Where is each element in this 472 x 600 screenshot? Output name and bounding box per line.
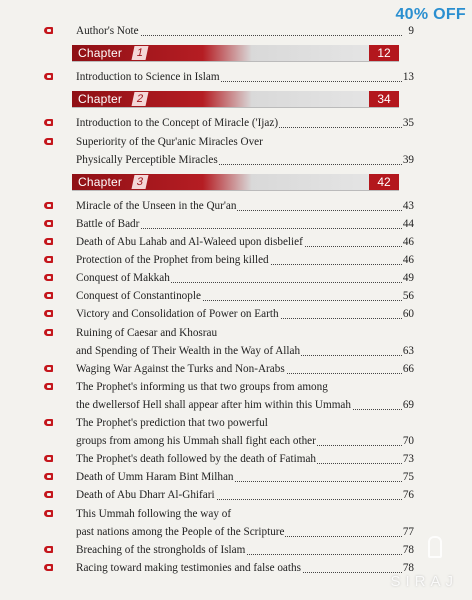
toc-entry-line [76, 197, 402, 215]
bullet-icon [44, 564, 53, 571]
toc-entry-title: past nations among the People of the Scripture [76, 525, 285, 538]
toc-entry[interactable] [0, 22, 472, 40]
toc-entry[interactable] [0, 251, 472, 269]
toc-entry[interactable] [0, 151, 472, 169]
toc-entry[interactable] [0, 233, 472, 251]
toc-page-number: 56 [402, 290, 414, 303]
bullet-icon [44, 202, 53, 209]
toc-entry-title: Ruining of Caesar and Khosrau [76, 326, 218, 339]
toc-entry-title: Introduction to Science in Islam [76, 71, 220, 84]
bullet-icon [44, 491, 53, 498]
toc-entry-line [76, 305, 402, 323]
toc-page-number: 13 [402, 71, 414, 84]
watermark-logo-icon [428, 536, 442, 558]
toc-entry-title: Conquest of Makkah [76, 272, 170, 285]
discount-badge: 40% OFF [395, 6, 466, 23]
toc-entry-title: and Spending of Their Wealth in the Way of Allah [76, 344, 301, 357]
toc-entry[interactable] [0, 215, 472, 233]
bullet-icon [44, 292, 53, 299]
toc-entry-title: Miracle of the Unseen in the Qur'an [76, 199, 237, 212]
toc-page-number: 44 [402, 217, 414, 230]
toc-entry[interactable] [0, 450, 472, 468]
toc-entry[interactable] [0, 414, 472, 432]
toc-page-number: 63 [402, 344, 414, 357]
toc-entry-line [76, 251, 402, 269]
chapter-header [72, 174, 399, 190]
toc-entry[interactable] [0, 360, 472, 378]
toc-entry-title: groups from among his Ummah shall fight each other [76, 435, 316, 448]
chapter-number: 1 [132, 46, 149, 60]
toc-page-number: 73 [402, 453, 414, 466]
watermark: SIRAJ [390, 573, 458, 590]
toc-page-number: 49 [402, 272, 414, 285]
toc-entry-title: Death of Abu Lahab and Al-Waleed upon disbelief [76, 236, 303, 248]
toc-entry-line [76, 450, 402, 468]
toc-entry[interactable] [0, 468, 472, 486]
toc-entry-title: Author's Note [76, 25, 139, 37]
bullet-icon [44, 73, 53, 80]
toc-entry-line [76, 215, 402, 233]
toc-entry[interactable] [0, 432, 472, 450]
toc-entry[interactable] [0, 68, 472, 86]
toc-entry-title: Breaching of the strongholds of Islam [76, 543, 246, 556]
toc-entry-title: The Prophet's informing us that two groups from among [76, 380, 328, 393]
toc-entry-line [76, 151, 402, 169]
toc-entry[interactable] [0, 305, 472, 323]
toc-entry-title: Racing toward making testimonies and false oaths [76, 561, 301, 574]
toc-entry-line [76, 360, 402, 378]
toc-entry[interactable] [0, 541, 472, 559]
bullet-icon [44, 455, 53, 462]
bullet-icon [44, 238, 53, 245]
chapter-label: Chapter [78, 46, 123, 61]
toc-entry[interactable] [0, 324, 472, 342]
bullet-icon [44, 510, 53, 517]
toc-entry-line [76, 114, 402, 132]
toc-entry-line [76, 432, 402, 450]
toc-entry-title: Battle of Badr [76, 217, 140, 230]
toc-entry-line [76, 133, 402, 151]
toc-entry[interactable] [0, 486, 472, 504]
bullet-icon [44, 329, 53, 336]
chapter-label: Chapter [78, 92, 123, 107]
toc-entry-title: Physically Perceptible Miracles [76, 153, 218, 166]
bullet-icon [44, 274, 53, 281]
toc-entry-title: Death of Abu Dharr Al-Ghifari [76, 489, 215, 502]
toc-entry-line [76, 468, 402, 486]
toc-entry-line [76, 505, 402, 523]
toc-page-number: 69 [402, 398, 414, 411]
bullet-icon [44, 546, 53, 553]
toc-page-number: 46 [402, 254, 414, 267]
toc-entry-title: Protection of the Prophet from being killed [76, 254, 269, 267]
toc-entry-line [76, 559, 402, 577]
toc-entry-line [76, 396, 402, 414]
bullet-icon [44, 419, 53, 426]
bullet-icon [44, 383, 53, 390]
toc-entry[interactable] [0, 396, 472, 414]
bullet-icon [44, 27, 53, 34]
chapter-page: 34 [369, 91, 399, 107]
toc-entry[interactable] [0, 342, 472, 360]
toc-page-number: 43 [402, 199, 414, 212]
toc-entry-line [76, 287, 402, 305]
toc-entry-line [76, 414, 402, 432]
toc-page-number: 78 [402, 561, 414, 574]
chapter-header [72, 45, 399, 61]
chapter-number: 3 [132, 175, 149, 189]
toc-page-number: 78 [402, 543, 414, 556]
toc-entry-title: The Prophet's prediction that two powerful [76, 417, 268, 429]
toc-page-number: 46 [402, 236, 414, 248]
chapter-page: 12 [369, 45, 399, 61]
toc-entry[interactable] [0, 378, 472, 396]
toc-entry-line [76, 342, 402, 360]
toc-entry[interactable] [0, 197, 472, 215]
toc-entry-title: Conquest of Constantinople [76, 290, 201, 303]
chapter-page: 42 [369, 174, 399, 190]
toc-entry[interactable] [0, 269, 472, 287]
bullet-icon [44, 365, 53, 372]
toc-entry-title: Superiority of the Qur'anic Miracles Over [76, 135, 263, 148]
toc-page-number: 77 [402, 525, 414, 538]
bullet-icon [44, 119, 53, 126]
toc-entry-title: Introduction to the Concept of Miracle ('Ijaz) [76, 117, 279, 130]
bullet-icon [44, 256, 53, 263]
toc-page-number: 70 [402, 435, 414, 448]
bullet-icon [44, 138, 53, 145]
toc-entry[interactable] [0, 287, 472, 305]
toc-entry[interactable] [0, 133, 472, 151]
toc-entry-line [76, 233, 402, 251]
toc-page-number: 75 [402, 471, 414, 484]
chapter-label: Chapter [78, 174, 123, 189]
chapter-number: 2 [132, 92, 149, 106]
bullet-icon [44, 220, 53, 227]
toc-entry-line [76, 486, 402, 504]
toc-entry-title: Waging War Against the Turks and Non-Arabs [76, 362, 285, 375]
toc-entry-title: Victory and Consolidation of Power on Earth [76, 308, 279, 321]
toc-entry-title: Death of Umm Haram Bint Milhan [76, 471, 234, 484]
toc-entry[interactable] [0, 114, 472, 132]
toc-page-number: 66 [402, 362, 414, 375]
toc-page-number: 39 [402, 153, 414, 166]
toc-page-number: 60 [402, 308, 414, 321]
toc-entry-line [76, 68, 402, 86]
toc-page-number: 9 [408, 25, 414, 37]
toc-entry-title: the dwellersof Hell shall appear after him within this Ummah [76, 398, 351, 411]
toc-entry-title: The Prophet's death followed by the death of Fatimah [76, 453, 317, 466]
toc-entry-line [76, 541, 402, 559]
toc-entry-line [76, 22, 402, 40]
bullet-icon [44, 310, 53, 317]
toc-entry-title: This Ummah following the way of [76, 507, 232, 520]
toc-entry-line [76, 378, 402, 396]
toc-entry-line [76, 269, 402, 287]
toc-entry[interactable] [0, 523, 472, 541]
toc-page-number: 76 [402, 489, 414, 502]
toc-entry-line [76, 324, 402, 342]
chapter-header [72, 91, 399, 107]
bullet-icon [44, 473, 53, 480]
toc-entry-line [76, 523, 402, 541]
toc-entry[interactable] [0, 505, 472, 523]
toc-page-number: 35 [402, 117, 414, 130]
